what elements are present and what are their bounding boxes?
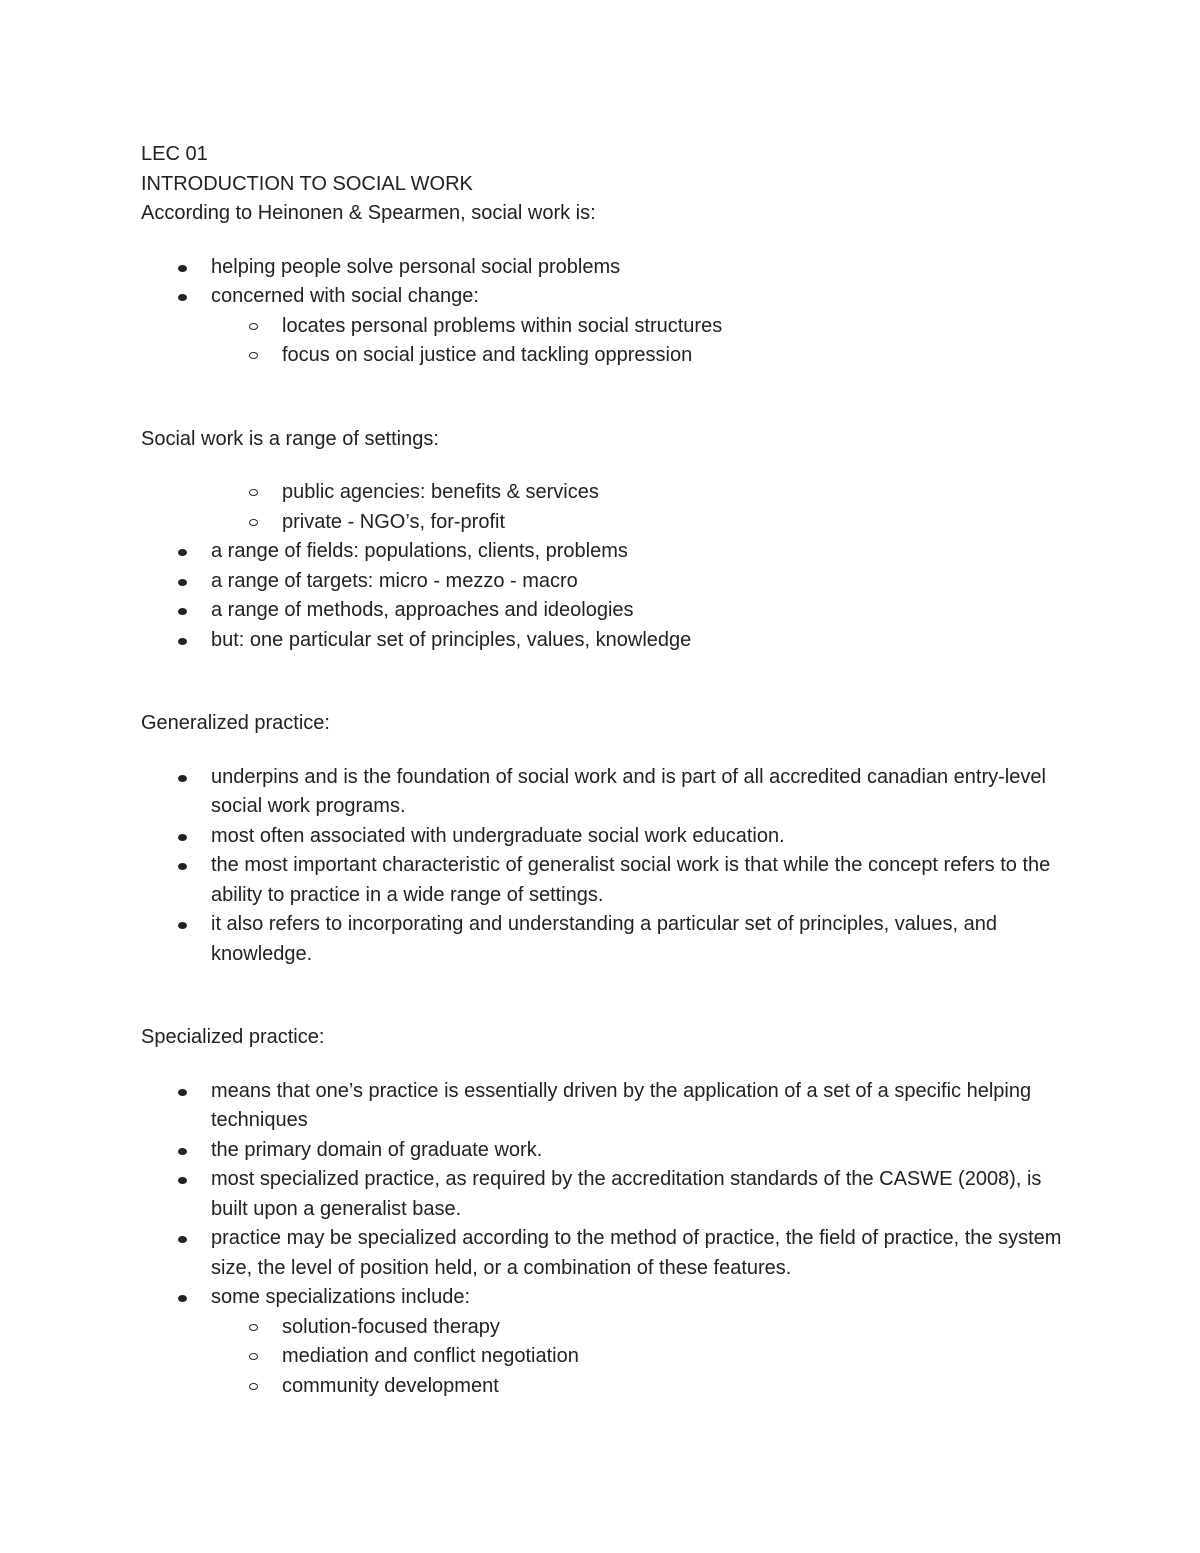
bullet-filled-icon [178, 1089, 187, 1096]
list-item [141, 537, 1071, 567]
bullet-hollow-icon [249, 323, 258, 330]
list-item [141, 763, 1071, 822]
list-item [141, 596, 1071, 626]
bullet-hollow-icon [249, 1383, 258, 1390]
list-item-text: community development [282, 1374, 499, 1397]
list-item-text: concerned with social change: [211, 285, 479, 307]
list-item-text: public agencies: benefits & services [282, 481, 599, 503]
bullet-hollow-icon [249, 1324, 258, 1331]
bullet-hollow-icon [249, 519, 258, 526]
list-item-text: solution-focused therapy [282, 1315, 500, 1338]
list-item-text: underpins and is the foundation of social work and is part of all accredited canadian entry-level social work programs. [211, 765, 1046, 817]
list-item [141, 1136, 1071, 1166]
sub-list-item [141, 508, 1071, 538]
bullet-filled-icon [178, 579, 187, 586]
list-item-text: most often associated with undergraduate social work education. [211, 824, 785, 847]
sub-list-item [141, 1372, 1071, 1402]
sub-list-item [141, 478, 1071, 508]
bullet-filled-icon [178, 775, 187, 782]
list-item [141, 1077, 1071, 1136]
bullet-hollow-icon [249, 489, 258, 496]
document-page [141, 140, 1071, 1401]
specialized-list [141, 1077, 1071, 1402]
list-item [141, 822, 1071, 852]
sub-list-item [141, 1342, 1071, 1372]
list-item-text: means that one’s practice is essentially driven by the application of a set of a specific helping techniques [211, 1079, 1032, 1131]
list-item [141, 910, 1071, 969]
sub-list-item [141, 341, 1071, 371]
bullet-filled-icon [178, 863, 187, 870]
list-item-text: a range of targets: micro - mezzo - macro [211, 569, 578, 592]
list-item-text: private - NGO’s, for-profit [282, 510, 506, 533]
bullet-hollow-icon [249, 1353, 258, 1360]
list-item-text: some specializations include: [211, 1286, 471, 1308]
sub-list-item [141, 312, 1071, 342]
document-title: INTRODUCTION TO SOCIAL WORK [141, 172, 473, 195]
list-item-text: but: one particular set of principles, values, knowledge [211, 628, 692, 651]
list-item-text: helping people solve personal social problems [211, 255, 621, 278]
intro-line: According to Heinonen & Spearmen, social work is: [141, 202, 596, 224]
list-item-text: mediation and conflict negotiation [282, 1345, 579, 1367]
bullet-filled-icon [178, 1148, 187, 1155]
lecture-number: LEC 01 [141, 143, 208, 165]
sub-list-item [141, 1313, 1071, 1343]
bullet-hollow-icon [249, 352, 258, 359]
list-item [141, 567, 1071, 597]
list-item [141, 253, 1071, 283]
list-item-text: most specialized practice, as required by the accreditation standards of the CASWE (2008), is built upon a generalist base. [211, 1168, 1042, 1220]
bullet-filled-icon [178, 608, 187, 615]
definition-list [141, 253, 1071, 371]
list-item-text: it also refers to incorporating and understanding a particular set of principles, values, and knowledge. [211, 913, 998, 965]
list-item-text: a range of fields: populations, clients, problems [211, 540, 628, 562]
list-item [141, 282, 1071, 312]
section-heading-specialized: Specialized practice: [141, 1026, 325, 1048]
list-item [141, 1283, 1071, 1313]
bullet-filled-icon [178, 922, 187, 929]
bullet-filled-icon [178, 549, 187, 556]
bullet-filled-icon [178, 638, 187, 645]
list-item [141, 1165, 1071, 1224]
list-item [141, 1224, 1071, 1283]
bullet-filled-icon [178, 1177, 187, 1184]
bullet-filled-icon [178, 265, 187, 272]
bullet-filled-icon [178, 834, 187, 841]
list-item-text: focus on social justice and tackling oppression [282, 344, 693, 366]
section-heading-settings: Social work is a range of settings: [141, 427, 439, 450]
list-item [141, 626, 1071, 656]
settings-list [141, 478, 1071, 655]
generalized-list [141, 763, 1071, 970]
bullet-filled-icon [178, 1295, 187, 1302]
list-item-text: practice may be specialized according to the method of practice, the field of practice, the system size, the level of position held, or a combination of these features. [211, 1227, 1062, 1279]
list-item-text: a range of methods, approaches and ideologies [211, 599, 634, 621]
list-item-text: locates personal problems within social structures [282, 314, 723, 337]
bullet-filled-icon [178, 294, 187, 301]
bullet-filled-icon [178, 1236, 187, 1243]
list-item-text: the most important characteristic of generalist social work is that while the concept refers to the ability to practice in a wide range of settings. [211, 854, 1051, 906]
section-heading-generalized: Generalized practice: [141, 712, 330, 734]
list-item [141, 851, 1071, 910]
list-item-text: the primary domain of graduate work. [211, 1138, 543, 1161]
